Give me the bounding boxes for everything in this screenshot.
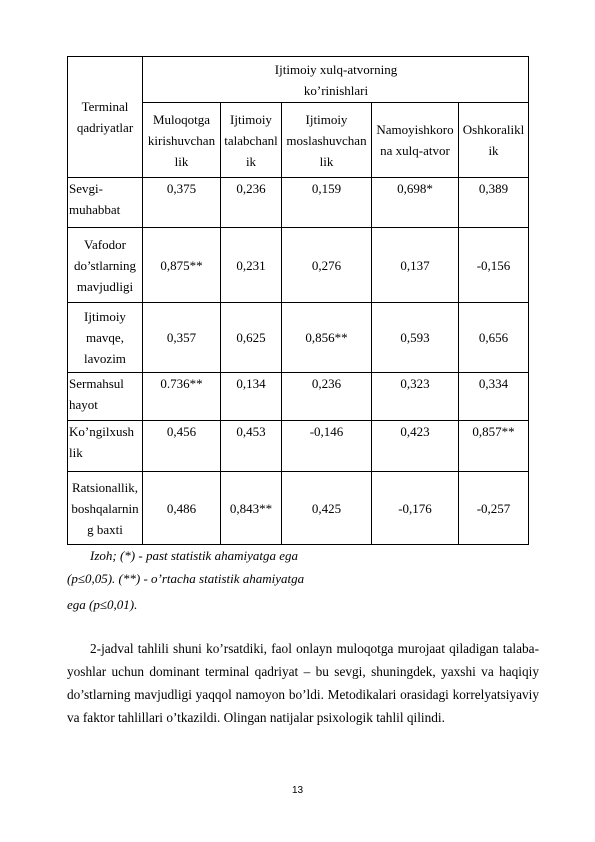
table-note-line: Izoh; (*) - past statistik ahamiyatga ega	[90, 548, 298, 563]
table-cell: -0,257	[459, 472, 529, 545]
table-cell: 0,137	[372, 228, 459, 303]
table-cell: 0,159	[282, 178, 372, 228]
table-cell: 0,857**	[459, 421, 529, 472]
table-cell: 0,236	[282, 373, 372, 421]
table-row	[68, 373, 529, 421]
body-paragraph: 2-jadval tahlili shuni ko’rsatdiki, faol onlayn muloqotga murojaat qiladigan talaba-yoshlar uchun dominant terminal qadriyat – bu sevgi, shuningdek, yaxshi va haqiqiy do’stlarning mavjudligi yaqqol namoyon bo’ldi. Metodikalari orasidagi korrelyatsiyaviy va faktor tahlillari o’tkazildi. Olingan natijalar psixologik tahlil qilindi.	[67, 641, 539, 725]
group-header: Ijtimoiy xulq-atvorning ko’rinishlari	[143, 57, 529, 103]
table-cell: 0,389	[459, 178, 529, 228]
table-note-line: ega (p≤0,01).	[67, 597, 138, 612]
table-cell: 0,236	[221, 178, 282, 228]
table-cell: 0,856**	[282, 303, 372, 373]
table-cell: 0,453	[221, 421, 282, 472]
row-label: Sermahsul hayot	[68, 373, 143, 421]
row-label: Ko’ngilxush lik	[68, 421, 143, 472]
table-cell: 0,843**	[221, 472, 282, 545]
row-label: Ratsionallik, boshqalarnin g baxti	[68, 472, 143, 545]
table-cell: 0,375	[143, 178, 221, 228]
table-cell: 0,323	[372, 373, 459, 421]
column-header: Muloqotga kirishuvchan lik	[143, 103, 221, 178]
table-note-line: (p≤0,05). (**) - o’rtacha statistik ahamiyatga	[67, 571, 305, 586]
table-row	[68, 228, 529, 303]
table-cell: 0,486	[143, 472, 221, 545]
table-cell: 0.736**	[143, 373, 221, 421]
page-number: 13	[291, 785, 304, 796]
row-header-title: Terminal qadriyatlar	[68, 57, 143, 178]
table-cell: 0,593	[372, 303, 459, 373]
row-label: Sevgi- muhabbat	[68, 178, 143, 228]
column-header: Ijtimoiy moslashuvchan lik	[282, 103, 372, 178]
table-cell: 0,334	[459, 373, 529, 421]
table-cell: 0,656	[459, 303, 529, 373]
row-label: Vafodor do’stlarning mavjudligi	[68, 228, 143, 303]
table-cell: -0,146	[282, 421, 372, 472]
table-cell: 0,425	[282, 472, 372, 545]
table-cell: 0,456	[143, 421, 221, 472]
row-label: Ijtimoiy mavqe, lavozim	[68, 303, 143, 373]
table-row	[68, 421, 529, 472]
table-cell: 0,231	[221, 228, 282, 303]
table-cell: -0,176	[372, 472, 459, 545]
table-cell: 0,134	[221, 373, 282, 421]
table-cell: 0,423	[372, 421, 459, 472]
correlation-table	[67, 56, 529, 545]
table-cell: 0,357	[143, 303, 221, 373]
table-cell: 0,625	[221, 303, 282, 373]
table-row	[68, 178, 529, 228]
table-cell: 0,875**	[143, 228, 221, 303]
table-row	[68, 472, 529, 545]
column-header: Ijtimoiy talabchanl ik	[221, 103, 282, 178]
column-header: Namoyishkoro na xulq-atvor	[372, 103, 459, 178]
table-row	[68, 303, 529, 373]
column-header: Oshkoralikl ik	[459, 103, 529, 178]
table-cell: -0,156	[459, 228, 529, 303]
table-cell: 0,698*	[372, 178, 459, 228]
table-cell: 0,276	[282, 228, 372, 303]
